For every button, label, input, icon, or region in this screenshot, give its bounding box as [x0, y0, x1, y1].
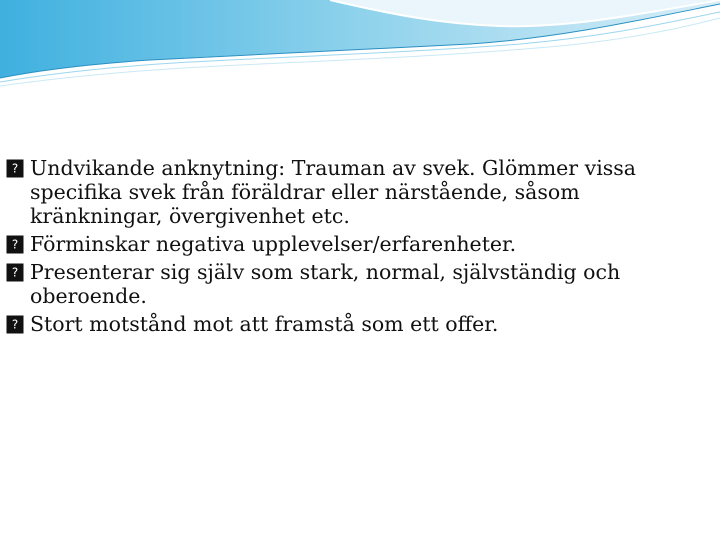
svg-text:?: ? [11, 237, 19, 252]
bullet-text: Presenterar sig själv som stark, normal, självständig och oberoende. [30, 260, 621, 308]
missing-glyph-icon [6, 263, 24, 282]
svg-text:?: ? [11, 161, 19, 176]
bullet-item [6, 312, 696, 336]
bullet-text: Förminskar negativa upplevelser/erfarenheter. [30, 232, 517, 256]
bullet-item [6, 260, 696, 308]
bullet-list [6, 156, 696, 340]
missing-glyph-icon [6, 159, 24, 178]
header-wave-decoration [0, 0, 720, 90]
bullet-item [6, 156, 696, 228]
svg-text:?: ? [11, 317, 19, 332]
missing-glyph-icon [6, 235, 24, 254]
bullet-text: Stort motstånd mot att framstå som ett offer. [30, 312, 499, 336]
bullet-item [6, 232, 696, 256]
missing-glyph-icon [6, 315, 24, 334]
svg-text:?: ? [11, 265, 19, 280]
bullet-text: Undvikande anknytning: Trauman av svek. Glömmer vissa specifika svek från föräldrar eller närstående, såsom kränkningar, övergivenhet etc. [30, 156, 637, 228]
